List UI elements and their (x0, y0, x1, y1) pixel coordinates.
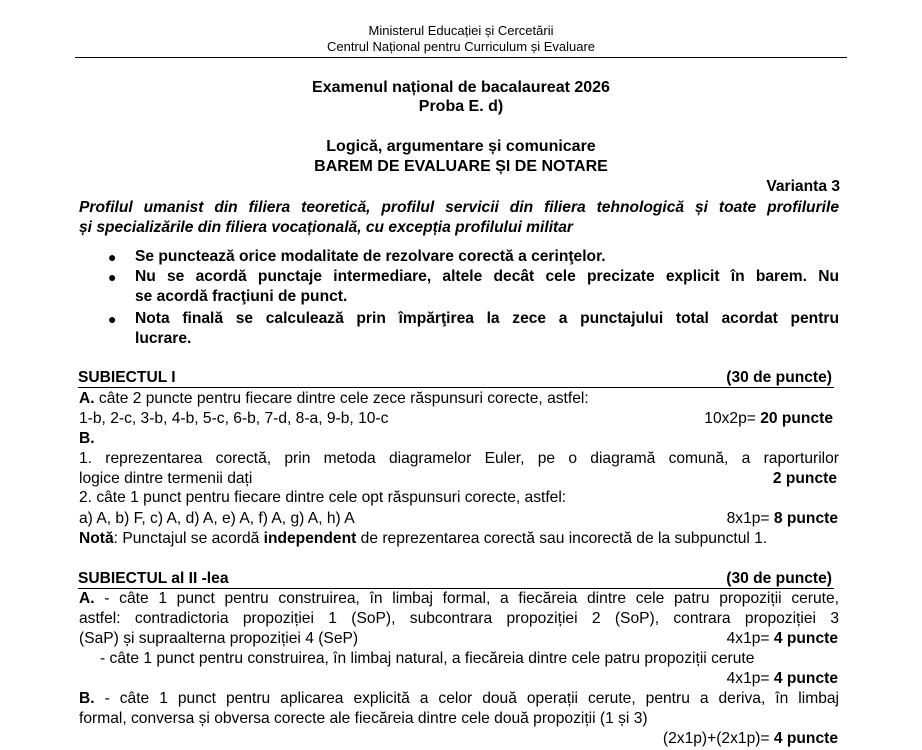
section-1-points: (30 de puncte) (726, 369, 832, 386)
s1-a-score: 10x2p= 20 puncte (704, 410, 833, 427)
s1-a-intro: A. câte 2 puncte pentru fiecare dintre cele zece răspunsuri corecte, astfel: (79, 390, 589, 407)
s1-note: Notă: Punctajul se acordă independent de reprezentarea corectă sau incorectă de la subpunctul 1. (79, 530, 768, 547)
header-divider (75, 57, 847, 58)
center-name: Centrul Național pentru Curriculum și Evaluare (326, 39, 596, 54)
section-2-title: SUBIECTUL al II -lea (78, 570, 229, 587)
bullet-icon: ● (108, 269, 117, 285)
bullet-icon: ● (108, 249, 117, 265)
exam-subject: Logică, argumentare și comunicare (326, 138, 596, 155)
s2-b-line-1: B. - câte 1 punct pentru aplicarea explicită a celor două operații cerute, pentru a deriva, în limbaj (79, 690, 839, 707)
s2-a-line-4: - câte 1 punct pentru construirea, în limbaj natural, a fiecăreia dintre cele patru propoziții cerute (100, 650, 755, 667)
s1-b1-line-2: logice dintre termenii dați (79, 470, 253, 487)
s2-a-line-1: A. - câte 1 punct pentru construirea, în limbaj formal, a fiecăreia dintre cele patru propoziții cerute, (79, 590, 839, 607)
section-2-header (78, 569, 834, 589)
s2-b-line-2: formal, conversa și obversa corecte ale fiecăreia dintre cele două propoziții (1 și 3) (79, 710, 648, 727)
barem-title: BAREM DE EVALUARE ȘI DE NOTARE (314, 158, 608, 175)
rule-2-line-1: Nu se acordă punctaje intermediare, altele decât cele precizate explicit în barem. Nu (135, 268, 839, 285)
section-1-header (78, 368, 834, 388)
profile-line-2: și specializările din filiera vocațională, cu excepția profilului militar (79, 219, 573, 236)
bullet-icon: ● (108, 311, 117, 327)
s2-a-line-3: (SaP) și supraalterna propoziției 4 (SeP) (79, 630, 359, 647)
section-1-title: SUBIECTUL I (78, 369, 176, 386)
exam-title: Examenul național de bacalaureat 2026 (312, 79, 610, 96)
rule-2-line-2: se acordă fracţiuni de punct. (135, 288, 348, 305)
section-2-points: (30 de puncte) (726, 570, 832, 587)
rule-1: Se punctează orice modalitate de rezolvare corectă a cerinţelor. (135, 248, 606, 265)
s2-b-score: (2x1p)+(2x1p)= 4 puncte (662, 730, 838, 747)
rule-3-line-2: lucrare. (135, 330, 192, 347)
profile-line-1: Profilul umanist din filiera teoretică, profilul servicii din filiera tehnologică și toate profilurile (79, 199, 839, 216)
s2-a-line-2: astfel: contradictoria propoziției 1 (SoP), subcontrara propoziției 2 (SoP), contrara propoziției 3 (79, 610, 839, 627)
s2-a-score-1: 4x1p= 4 puncte (726, 630, 838, 647)
rule-3-line-1: Nota finală se calculează prin împărţirea la zece a punctajului total acordat pentru (135, 310, 839, 327)
s2-a-score-2: 4x1p= 4 puncte (726, 670, 838, 687)
variant-label: Varianta 3 (766, 178, 840, 195)
s1-b1-score: 2 puncte (772, 470, 837, 487)
ministry-name: Ministerul Educației și Cercetării (368, 23, 554, 38)
exam-probe: Proba E. d) (418, 98, 504, 115)
s1-b-label: B. (79, 430, 95, 447)
s1-b2-answers: a) A, b) F, c) A, d) A, e) A, f) A, g) A, h) A (79, 510, 355, 527)
s1-b2-line-1: 2. câte 1 punct pentru fiecare dintre cele opt răspunsuri corecte, astfel: (79, 489, 567, 506)
s1-b2-score: 8x1p= 8 puncte (726, 510, 838, 527)
s1-b1-line-1: 1. reprezentarea corectă, prin metoda diagramelor Euler, pe o diagramă comună, a raporturilor (79, 450, 839, 467)
s1-a-answers: 1-b, 2-c, 3-b, 4-b, 5-c, 6-b, 7-d, 8-a, 9-b, 10-c (79, 410, 389, 427)
